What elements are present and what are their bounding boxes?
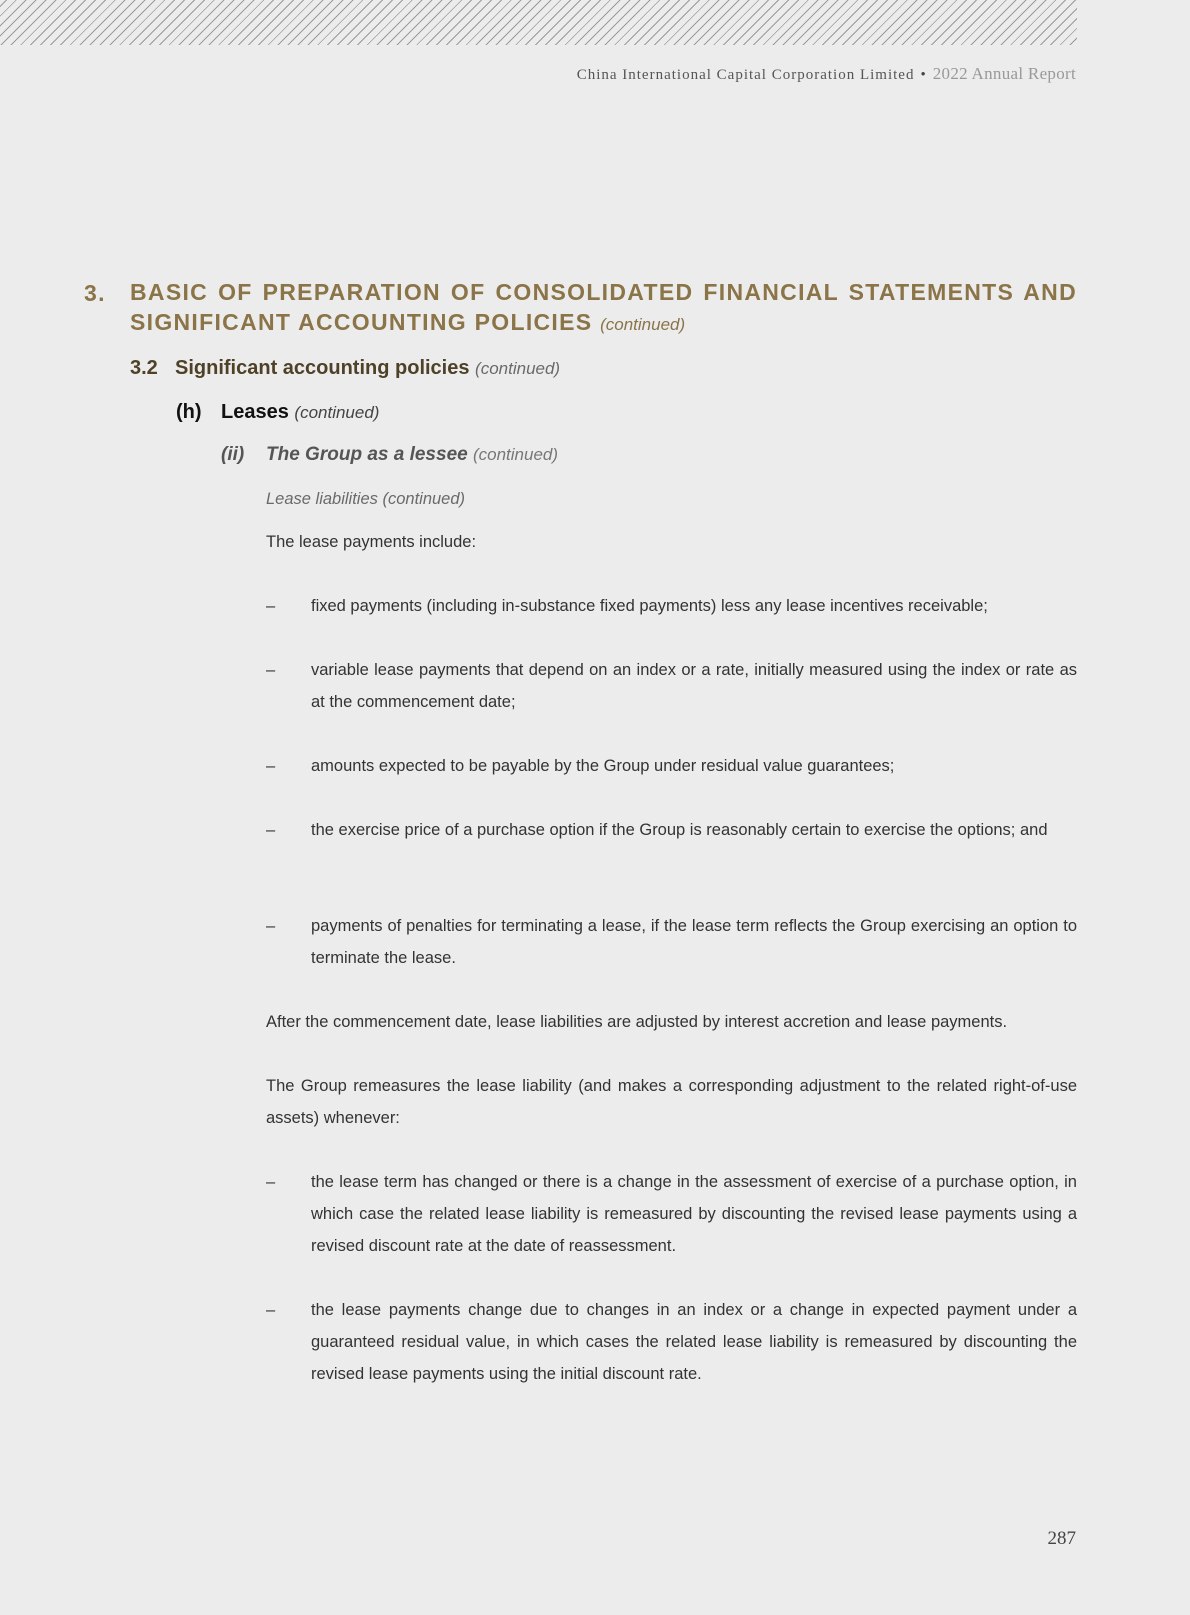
list-item-text: the lease term has changed or there is a change in the assessment of exercise of a purchase option, in which case the related lease liability is remeasured by discounting the revised lease payments using a revised discount rate at the date of reassessment.: [311, 1173, 1077, 1255]
list-item-text: variable lease payments that depend on an index or a rate, initially measured using the index or rate as at the commencement date;: [311, 661, 1077, 711]
subsection-number: 3.2: [130, 357, 158, 379]
bullet-dash: –: [266, 1173, 276, 1191]
item-title: Leases: [221, 401, 289, 423]
list-item: [266, 654, 1077, 718]
item-label: (h): [176, 401, 202, 423]
subitem-title: The Group as a lessee: [266, 444, 468, 465]
subsection-title: Significant accounting policies: [175, 357, 470, 379]
bullet-dash: –: [266, 1301, 276, 1319]
running-header: [577, 64, 1076, 84]
section-title-line2: SIGNIFICANT ACCOUNTING POLICIES: [130, 309, 593, 335]
lease-liabilities-subheading: Lease liabilities (continued): [266, 490, 466, 508]
list-item: [266, 590, 1077, 622]
company-name: China International Capital Corporation Limited: [576, 67, 915, 83]
continued-label: (continued): [600, 315, 686, 334]
list-item-text: the lease payments change due to changes in an index or a change in expected payment under a guaranteed residual value, in which cases the related lease liability is remeasured by discounting the revised lease payments using the initial discount rate.: [311, 1301, 1077, 1383]
subitem-heading: [221, 439, 558, 471]
bullet-dash: –: [266, 661, 276, 679]
section-heading: [84, 277, 1077, 340]
bullet-dash: –: [266, 597, 276, 615]
item-heading: [176, 396, 379, 429]
paragraph-after-commencement: After the commencement date, lease liabilities are adjusted by interest accretion and lease payments.: [266, 1013, 1008, 1031]
page-number: 287: [1047, 1528, 1076, 1549]
list-item: [266, 1294, 1077, 1390]
list-item-text: payments of penalties for terminating a lease, if the lease term reflects the Group exercising an option to terminate the lease.: [311, 917, 1077, 967]
list-item: [266, 750, 1077, 782]
separator-dot: •: [920, 67, 927, 83]
bullet-dash: –: [266, 821, 276, 839]
bullet-dash: –: [266, 757, 276, 775]
list-item-text: the exercise price of a purchase option if the Group is reasonably certain to exercise the options; and: [311, 821, 1048, 839]
subitem-label: (ii): [221, 444, 245, 465]
list-item-text: fixed payments (including in-substance fixed payments) less any lease incentives receivable;: [311, 597, 988, 615]
paragraph-remeasure: The Group remeasures the lease liability (and makes a corresponding adjustment to the related right-of-use assets) whenever:: [266, 1077, 1077, 1127]
continued-label: (continued): [472, 445, 559, 464]
subsection-heading: [130, 352, 560, 385]
continued-label: (continued): [294, 403, 380, 422]
list-item-text: amounts expected to be payable by the Group under residual value guarantees;: [311, 757, 895, 775]
decorative-hatch-band: [0, 0, 1077, 45]
list-item: [266, 1166, 1077, 1262]
bullet-dash: –: [266, 917, 276, 935]
list-item: [266, 910, 1077, 974]
intro-paragraph: The lease payments include:: [266, 533, 477, 551]
list-item: [266, 814, 1077, 846]
report-title: 2022 Annual Report: [932, 64, 1076, 83]
continued-label: (continued): [475, 359, 561, 378]
section-number: 3.: [84, 280, 106, 306]
section-title-line1: BASIC OF PREPARATION OF CONSOLIDATED FINANCIAL STATEMENTS AND: [130, 279, 1077, 305]
